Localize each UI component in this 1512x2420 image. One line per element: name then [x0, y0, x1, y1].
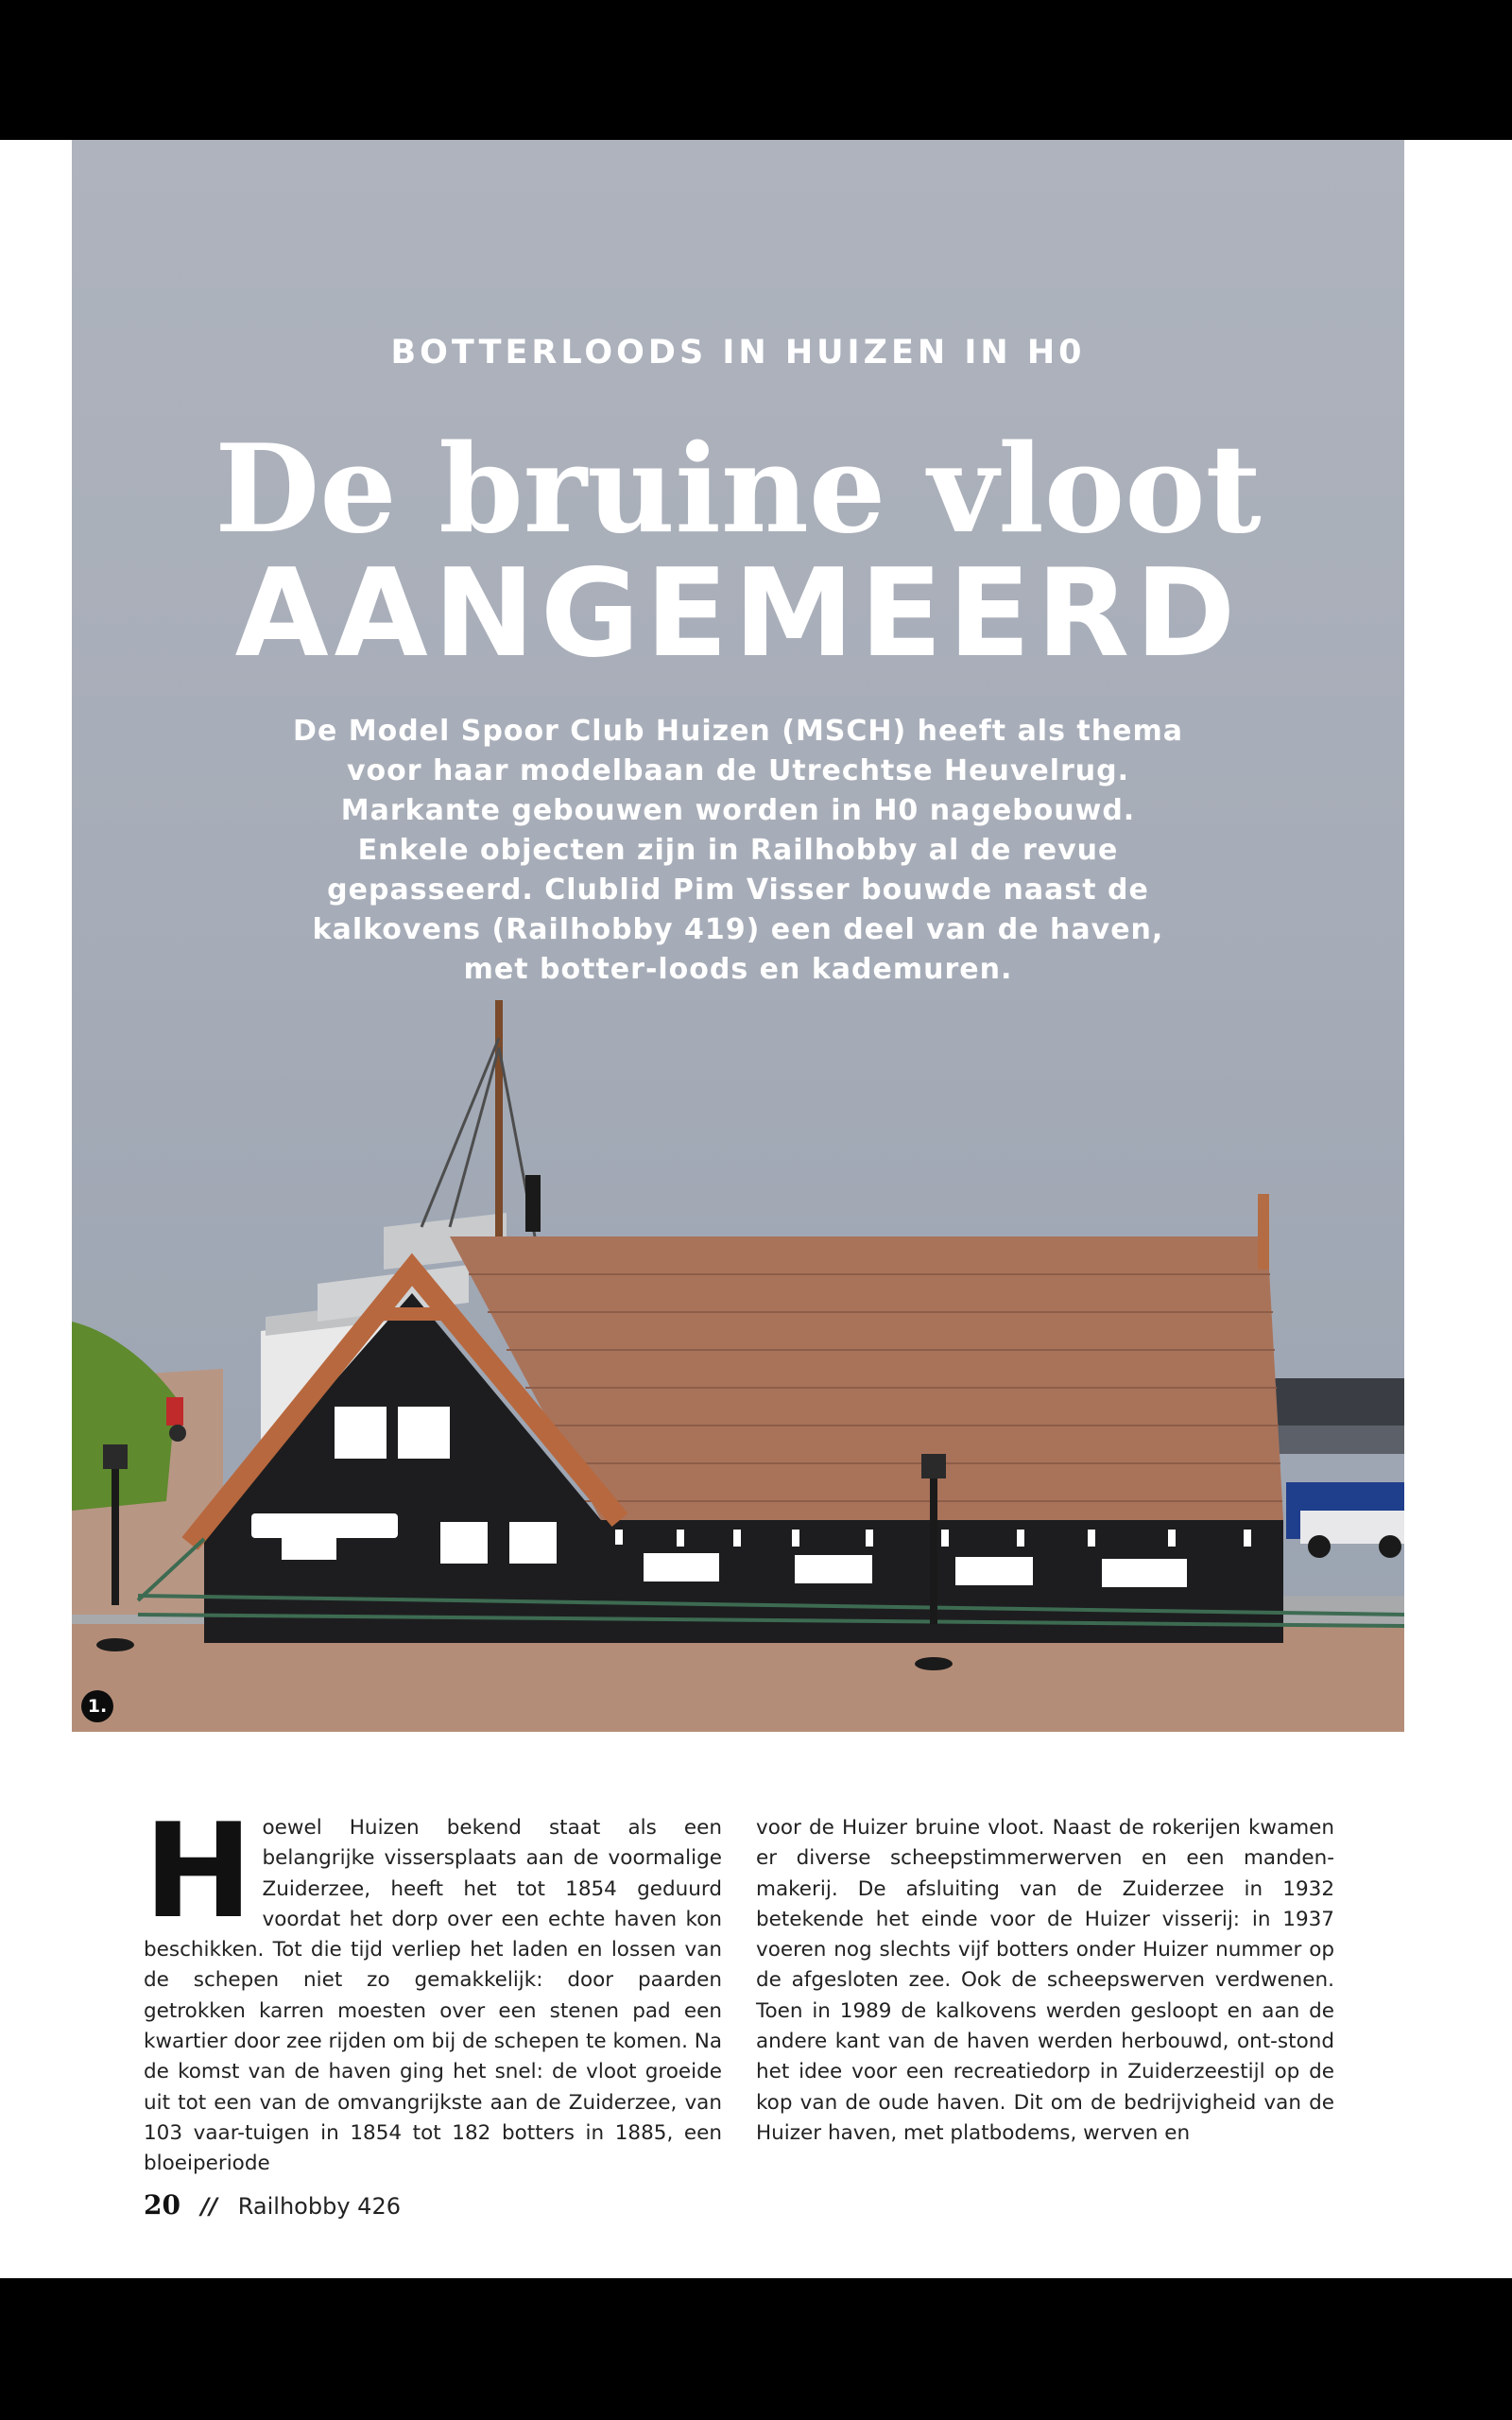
- body-column-2: [756, 1813, 1334, 2149]
- page-footer: [144, 2189, 401, 2221]
- article-title-line1: De bruine vloot: [215, 419, 1262, 561]
- magazine-issue: Railhobby 426: [237, 2193, 401, 2220]
- article-title-line2: AANGEMEERD: [234, 544, 1242, 684]
- magazine-page: [0, 140, 1512, 2278]
- page-number: 20: [144, 2189, 180, 2221]
- body-text-2: voor de Huizer bruine vloot. Naast de rokerijen kwamen er diverse scheepstimmerwerven en een manden-makerij. De afsluiting van de Zuiderzee in 1932 betekende het einde voor de Huizer visserij: in 1937 voeren nog slechts vijf botters onder Huizer nummer op de afgesloten zee. Ook de scheepswerven verdwenen. Toen in 1989 de kalkovens werden gesloopt en aan de andere kant van de haven werden herbouwd, ont-stond het idee voor een recreatiedorp in Zuiderzeestijl op de kop van de oude haven. Dit om de bedrijvigheid van de Huizer haven, met platbodems, werven en: [756, 1816, 1334, 2145]
- article-kicker: BOTTERLOODS IN HUIZEN IN H0: [390, 334, 1086, 372]
- body-text-1: oewel Huizen bekend staat als een belangrijke vissersplaats aan de voormalige Zuiderzee, heeft het tot 1854 geduurd voordat het dorp over een echte haven kon beschikken. Tot die tijd verliep het laden en lossen van de schepen niet zo gemakkelijk: door paarden getrokken karren moesten over een stenen pad een kwartier door zee rijden om bij de schepen te komen. Na de komst van de haven ging het snel: de vloot groeide uit tot een van de omvangrijkste aan de Zuiderzee, van 103 vaar-tuigen in 1854 tot 182 botters in 1885, een bloeiperiode: [144, 1816, 723, 2176]
- article-intro: De Model Spoor Club Huizen (MSCH) heeft als thema voor haar modelbaan de Utrechtse Heuvelrug. Markante gebouwen worden in H0 nagebouwd. Enkele objecten zijn in Railhobby al de revue gepasseerd. Clublid Pim Visser bouwde naast de kalkovens (Railhobby 419) een deel van de haven, met botter-loods en kademuren.: [293, 715, 1183, 986]
- hero-photo: [72, 140, 1404, 1732]
- footer-separator: //: [200, 2193, 218, 2220]
- body-column-1: [144, 1795, 723, 2180]
- photo-number-badge: 1.: [81, 1690, 113, 1722]
- dropcap-letter: H: [144, 1795, 253, 1947]
